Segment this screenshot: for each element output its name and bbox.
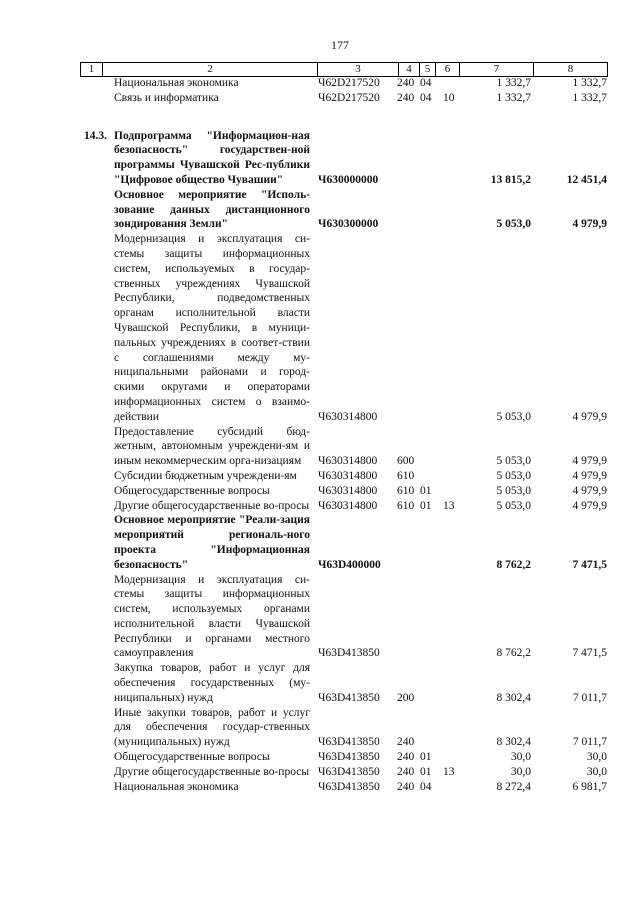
target-code: Ч62D217520 — [318, 91, 380, 104]
row-name: Общегосударственные вопросы — [114, 751, 270, 764]
row-name: Национальная экономика — [114, 780, 239, 793]
header-col-4: 4 — [398, 63, 419, 76]
header-col-7: 7 — [459, 63, 533, 76]
section: 01 — [420, 751, 432, 764]
row-name: Общегосударственные вопросы — [114, 484, 270, 497]
header-col-5: 5 — [419, 63, 435, 76]
amount-col-8: 7 471,5 — [572, 647, 607, 660]
amount-col-8: 30,0 — [586, 765, 607, 778]
target-code: Ч630314800 — [318, 469, 378, 482]
target-code: Ч63D413850 — [318, 751, 380, 764]
header-col-6: 6 — [435, 63, 459, 76]
table-row — [0, 484, 640, 499]
table-row — [0, 780, 640, 795]
section: 01 — [420, 484, 432, 497]
table-header — [80, 62, 608, 77]
amount-col-7: 30,0 — [510, 765, 531, 778]
header-col-1: 1 — [80, 63, 102, 76]
amount-col-7: 5 053,0 — [496, 455, 531, 468]
section: 01 — [420, 499, 432, 512]
amount-col-7: 5 053,0 — [496, 484, 531, 497]
amount-col-8: 4 979,9 — [572, 469, 607, 482]
amount-col-8: 4 979,9 — [572, 455, 607, 468]
amount-col-7: 8 762,2 — [496, 647, 531, 660]
section: 04 — [420, 77, 432, 89]
row-name: Национальная экономика — [114, 77, 239, 89]
row-name: Подпрограмма "Информацион-ная безопасность" государствен-ной программы Чувашской Рес-публики "Цифровое общество Чувашии" — [114, 129, 310, 186]
table-row — [0, 513, 640, 572]
expense-group: 610 — [397, 484, 415, 497]
expense-group: 240 — [397, 765, 415, 778]
target-code: Ч63D413850 — [318, 647, 380, 660]
target-code: Ч63D413850 — [318, 736, 380, 749]
row-name: Другие общегосударственные во-просы — [114, 765, 310, 778]
header-col-3: 3 — [317, 63, 398, 76]
target-code: Ч63D413850 — [318, 780, 380, 793]
table-row — [0, 661, 640, 705]
target-code: Ч630314800 — [318, 455, 378, 468]
amount-col-8: 4 979,9 — [572, 218, 607, 231]
table-row — [0, 469, 640, 484]
target-code: Ч63D413850 — [318, 765, 380, 778]
amount-col-7: 5 053,0 — [496, 218, 531, 231]
expense-group: 200 — [397, 691, 415, 704]
section: 04 — [420, 780, 432, 793]
amount-col-7: 5 053,0 — [496, 469, 531, 482]
table-row — [0, 573, 640, 662]
expense-group: 240 — [397, 736, 415, 749]
amount-col-7: 13 815,2 — [490, 173, 531, 186]
row-name: Модернизация и эксплуатация си-стемы защиты информационных систем, используемых органами исполнительной власти Чувашской Республики и органами местного самоуправления — [114, 573, 310, 660]
expense-group: 240 — [397, 91, 415, 104]
row-number: 14.3. — [84, 129, 107, 142]
table-row — [0, 232, 640, 424]
table-row — [0, 750, 640, 765]
row-name: Основное мероприятие "Реали-зация мероприятий региональ-ного проекта "Информационная безопасность" — [114, 514, 310, 571]
table-row — [0, 188, 640, 232]
row-name: Связь и информатика — [114, 91, 219, 104]
amount-col-7: 8 762,2 — [496, 558, 531, 571]
header-col-8: 8 — [533, 63, 607, 76]
expense-group: 240 — [397, 780, 415, 793]
amount-col-8: 7 471,5 — [572, 558, 607, 571]
amount-col-8: 4 979,9 — [572, 410, 607, 423]
budget-table-body — [0, 76, 640, 794]
subsection: 10 — [443, 91, 455, 104]
amount-col-8: 1 332,7 — [572, 91, 607, 104]
table-row — [0, 425, 640, 469]
target-code: Ч63D413850 — [318, 691, 380, 704]
amount-col-7: 30,0 — [510, 751, 531, 764]
section: 04 — [420, 91, 432, 104]
table-row — [0, 129, 640, 188]
row-name: Закупка товаров, работ и услуг для обеспечения государственных (му-ниципальных) нужд — [114, 662, 310, 704]
row-name: Субсидии бюджетным учреждени-ям — [114, 469, 297, 482]
target-code: Ч630314800 — [318, 410, 378, 423]
subsection: 13 — [443, 765, 455, 778]
row-name: Другие общегосударственные во-просы — [114, 499, 310, 512]
amount-col-7: 1 332,7 — [496, 91, 531, 104]
target-code: Ч630300000 — [318, 218, 379, 231]
table-row — [0, 91, 640, 106]
amount-col-8: 7 011,7 — [572, 691, 607, 704]
amount-col-8: 30,0 — [586, 751, 607, 764]
row-name: Предоставление субсидий бюд-жетным, автономным учреждени-ям и иным некоммерческим орга-низациям — [114, 425, 310, 468]
table-row — [0, 76, 640, 91]
amount-col-7: 5 053,0 — [496, 499, 531, 512]
table-row — [0, 706, 640, 750]
target-code: Ч62D217520 — [318, 77, 380, 89]
target-code: Ч630314800 — [318, 499, 378, 512]
section: 01 — [420, 765, 432, 778]
row-name: Основное мероприятие "Исполь-зование данных дистанционного зондирования Земли" — [114, 188, 310, 231]
table-row — [0, 765, 640, 780]
amount-col-8: 7 011,7 — [572, 736, 607, 749]
amount-col-7: 8 302,4 — [496, 691, 531, 704]
amount-col-8: 4 979,9 — [572, 484, 607, 497]
page-number: 177 — [331, 38, 349, 52]
row-name: Иные закупки товаров, работ и услуг для обеспечения государ-ственных (муниципальных) нужд — [114, 706, 310, 749]
amount-col-7: 5 053,0 — [496, 410, 531, 423]
target-code: Ч630314800 — [318, 484, 378, 497]
amount-col-8: 6 981,7 — [572, 780, 607, 793]
amount-col-8: 1 332,7 — [572, 77, 607, 89]
row-gap — [0, 106, 640, 129]
expense-group: 610 — [397, 469, 415, 482]
expense-group: 610 — [397, 499, 415, 512]
row-name: Модернизация и эксплуатация си-стемы защиты информационных систем, используемых в государ-ственных учреждениях Чувашской Республики, подведомственных органам исполнительной власти Чувашской Республики, в муници-пальных учреждениях в соответ-ствии с соглашениями между му-ниципальными районами и город-скими округами и операторами информационных систем о взаимо-действии — [114, 233, 310, 423]
table-row — [0, 499, 640, 514]
amount-col-8: 4 979,9 — [572, 499, 607, 512]
expense-group: 240 — [397, 77, 415, 89]
target-code: Ч63D400000 — [318, 558, 381, 571]
amount-col-7: 8 302,4 — [496, 736, 531, 749]
subsection: 13 — [443, 499, 455, 512]
target-code: Ч630000000 — [318, 173, 379, 186]
expense-group: 600 — [397, 455, 415, 468]
expense-group: 240 — [397, 751, 415, 764]
amount-col-7: 8 272,4 — [496, 780, 531, 793]
header-col-2: 2 — [102, 63, 317, 76]
amount-col-8: 12 451,4 — [566, 173, 607, 186]
amount-col-7: 1 332,7 — [496, 77, 531, 89]
